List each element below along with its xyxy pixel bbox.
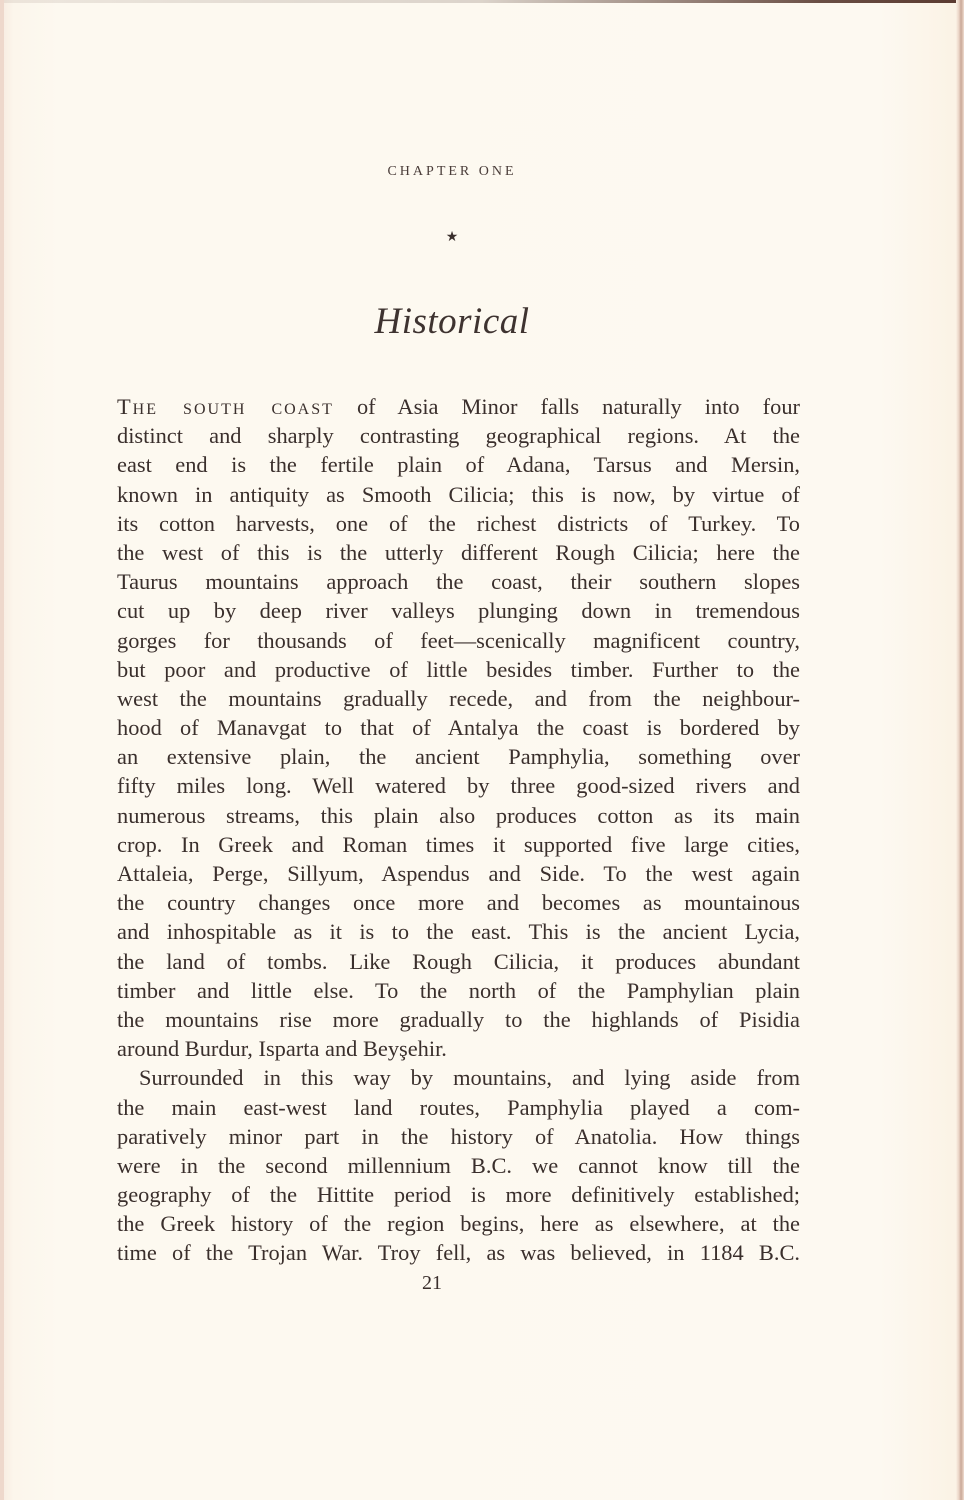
text-line: paratively minor part in the history of Anatolia. How things: [117, 1123, 800, 1149]
text-line: geography of the Hittite period is more definitively established;: [117, 1182, 800, 1208]
chapter-label: CHAPTER ONE: [387, 164, 517, 179]
text-line: and inhospitable as it is to the east. This is the ancient Lycia,: [117, 919, 800, 945]
text-line: around Burdur, Isparta and Beyşehir.: [117, 1036, 447, 1062]
text-line: the mountains rise more gradually to the highlands of Pisidia: [117, 1006, 800, 1032]
text-line: Attaleia, Perge, Sillyum, Aspendus and Side. To the west again: [117, 861, 800, 886]
text-line: distinct and sharply contrasting geographical regions. At the: [117, 423, 800, 449]
text-line: fifty miles long. Well watered by three good-sized rivers and: [117, 773, 800, 799]
text-line: the land of tombs. Like Rough Cilicia, it produces abundant: [117, 948, 800, 974]
text-line: gorges for thousands of feet—scenically magnificent country,: [117, 627, 800, 653]
text-line-fragment: of Asia Minor falls naturally into four: [333, 394, 800, 419]
text-line: known in antiquity as Smooth Cilicia; this is now, by virtue of: [117, 481, 800, 507]
text-line: an extensive plain, the ancient Pamphylia, something over: [117, 744, 800, 770]
text-line: but poor and productive of little besides timber. Further to the: [117, 656, 800, 682]
text-line: its cotton harvests, one of the richest districts of Turkey. To: [117, 510, 800, 536]
text-line: Surrounded in this way by mountains, and lying aside from: [139, 1065, 800, 1091]
text-line: [117, 392, 800, 421]
star-ornament-icon: ★: [445, 230, 459, 245]
page-right-edge: [956, 0, 964, 1500]
text-line: west the mountains gradually recede, and from the neighbour-: [117, 685, 800, 711]
text-line: the main east-west land routes, Pamphylia played a com-: [117, 1094, 800, 1120]
text-line: timber and little else. To the north of the Pamphylian plain: [117, 977, 800, 1003]
text-line: hood of Manavgat to that of Antalya the coast is bordered by: [117, 715, 800, 741]
text-line: were in the second millennium B.C. we cannot know till the: [117, 1152, 800, 1178]
text-line: time of the Trojan War. Troy fell, as was believed, in 1184 B.C.: [117, 1240, 800, 1266]
text-line: crop. In Greek and Roman times it supported five large cities,: [117, 831, 800, 857]
page-top-edge: [0, 0, 964, 3]
page-number: 21: [422, 1272, 442, 1294]
text-line: numerous streams, this plain also produces cotton as its main: [117, 802, 800, 828]
body-text: [117, 392, 800, 1268]
paragraph-2: [117, 1063, 800, 1267]
text-line: the Greek history of the region begins, here as elsewhere, at the: [117, 1211, 800, 1237]
text-line: east end is the fertile plain of Adana, Tarsus and Mersin,: [117, 452, 800, 478]
chapter-title: Historical: [374, 301, 530, 342]
text-line: Taurus mountains approach the coast, their southern slopes: [117, 569, 800, 595]
lead-in-smallcaps: The south coast: [117, 394, 334, 419]
text-line: the country changes once more and becomes as mountainous: [117, 890, 800, 916]
text-line: cut up by deep river valleys plunging down in tremendous: [117, 598, 800, 624]
paragraph-1: [117, 392, 800, 1063]
text-line: the west of this is the utterly different Rough Cilicia; here the: [117, 539, 800, 565]
